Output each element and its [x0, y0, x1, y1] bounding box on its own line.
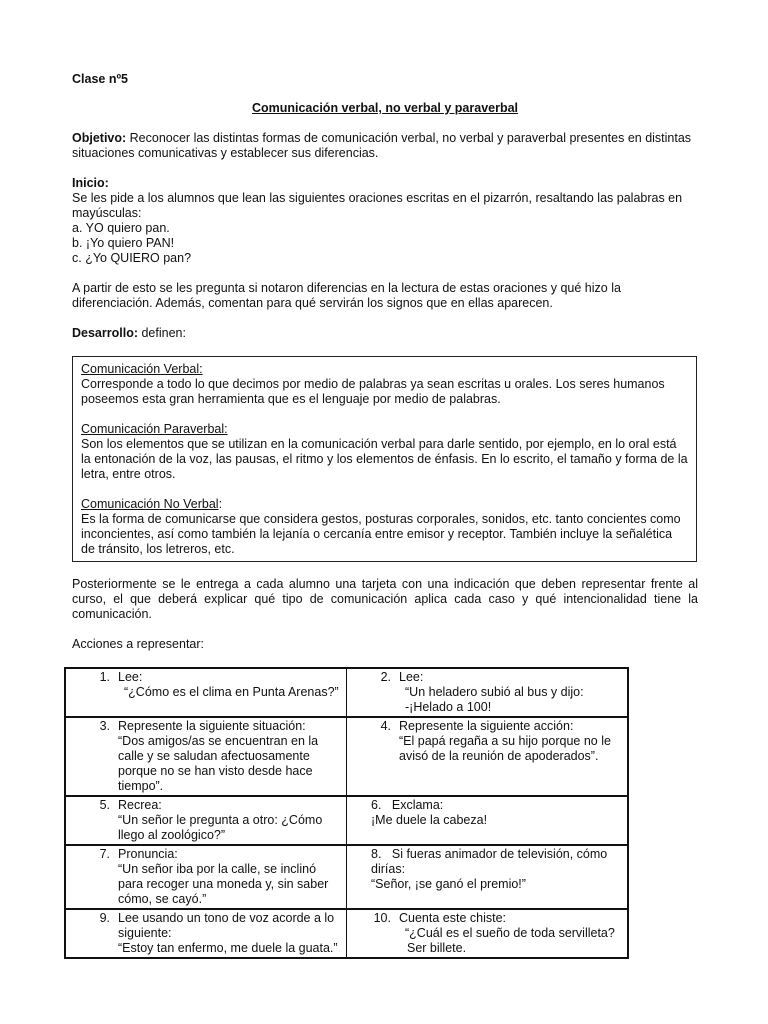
desarrollo-text: definen:	[138, 326, 186, 340]
action-cell-8: 8. Si fueras animador de televisión, cómo dirías: “Señor, ¡se ganó el premio!”	[347, 845, 629, 909]
paragraph-differences: A partir de esto se les pregunta si notaron diferencias en la lectura de estas oraciones y qué hizo la diferenciación. Además, comentan para qué servirán los signos que en ellas aparecen.	[72, 281, 621, 310]
definition-term: Comunicación Verbal:	[81, 362, 203, 376]
table-row	[65, 909, 628, 958]
definition-verbal	[81, 362, 688, 407]
objective-paragraph	[72, 131, 698, 161]
action-cell-6: 6. Exclama: ¡Me duele la cabeza!	[347, 796, 629, 845]
definition-term: Comunicación No Verbal	[81, 497, 219, 511]
action-cell-7: 7. Pronuncia: “Un señor iba por la calle, se inclinó para recoger una moneda y, sin saber cómo, se cayó.”	[65, 845, 347, 909]
document-page	[72, 72, 698, 959]
action-cell-2: 2. Lee: “Un heladero subió al bus y dijo: -¡Helado a 100!	[347, 668, 629, 717]
table-row	[65, 668, 628, 717]
table-row	[65, 717, 628, 796]
paragraph-cards: Posteriormente se le entrega a cada alumno una tarjeta con una indicación que deben representar frente al curso, el que deberá explicar qué tipo de comunicación aplica cada caso y qué intencionalidad tiene la comunicación.	[72, 577, 698, 621]
table-row	[65, 845, 628, 909]
definition-paraverbal	[81, 422, 688, 482]
definitions-box	[72, 356, 697, 562]
desarrollo-label: Desarrollo:	[72, 326, 138, 340]
desarrollo-paragraph	[72, 326, 698, 341]
definition-term: Comunicación Paraverbal:	[81, 422, 228, 436]
action-cell-9: 9. Lee usando un tono de voz acorde a lo siguiente: “Estoy tan enfermo, me duele la guata.”	[65, 909, 347, 958]
definition-text: Son los elementos que se utilizan en la comunicación verbal para darle sentido, por ejemplo, en lo oral está la entonación de la voz, las pausas, el ritmo y los elementos de énfasis. En lo escrito, el tamaño y forma de la letra, entre otros.	[81, 437, 688, 481]
table-row	[65, 796, 628, 845]
inicio-intro: Se les pide a los alumnos que lean las siguientes oraciones escritas en el pizarrón, resaltando las palabras en mayúsculas:	[72, 191, 683, 220]
acciones-label: Acciones a representar:	[72, 637, 205, 651]
objective-text: Reconocer las distintas formas de comunicación verbal, no verbal y paraverbal presentes en distintas situaciones comunicativas y establecer sus diferencias.	[72, 131, 692, 160]
inicio-line-b: b. ¡Yo quiero PAN!	[72, 236, 175, 250]
objective-label: Objetivo:	[72, 131, 127, 145]
inicio-line-a: a. YO quiero pan.	[72, 221, 170, 235]
definition-text: Es la forma de comunicarse que considera gestos, posturas corporales, sonidos, etc. tanto concientes como inconcientes, así como también la lejanía o cercanía entre emisor y receptor. También incluye la señalética de tránsito, los letreros, etc.	[81, 512, 681, 556]
inicio-section	[72, 176, 698, 266]
inicio-label: Inicio:	[72, 176, 109, 190]
action-cell-10: 10. Cuenta este chiste: “¿Cuál es el sueño de toda servilleta? Ser billete.	[347, 909, 629, 958]
action-cell-4: 4. Represente la siguiente acción: “El papá regaña a su hijo porque no le avisó de la reunión de apoderados”.	[347, 717, 629, 796]
action-cell-3: 3. Represente la siguiente situación: “Dos amigos/as se encuentran en la calle y se saludan afectuosamente porque no se han visto desde hace tiempo”.	[65, 717, 347, 796]
inicio-line-c: c. ¿Yo QUIERO pan?	[72, 251, 192, 265]
definition-no-verbal: Comunicación No Verbal: Es la forma de comunicarse que considera gestos, posturas corporales, sonidos, etc. tanto concientes como inconcientes, así como también la lejanía o cercanía entre emisor y receptor. También incluye la señalética de tránsito, los letreros, etc.	[81, 497, 688, 557]
definition-text: Corresponde a todo lo que decimos por medio de palabras ya sean escritas u orales. Los seres humanos poseemos esta gran herramienta que es el lenguaje por medio de palabras.	[81, 377, 665, 406]
document-title: Comunicación verbal, no verbal y paraverbal	[251, 101, 519, 115]
actions-table	[64, 667, 629, 959]
class-number: Clase nº5	[72, 72, 128, 86]
action-cell-1: 1. Lee: “¿Cómo es el clima en Punta Arenas?”	[65, 668, 347, 717]
action-cell-5: 5. Recrea: “Un señor le pregunta a otro: ¿Cómo llego al zoológico?”	[65, 796, 347, 845]
